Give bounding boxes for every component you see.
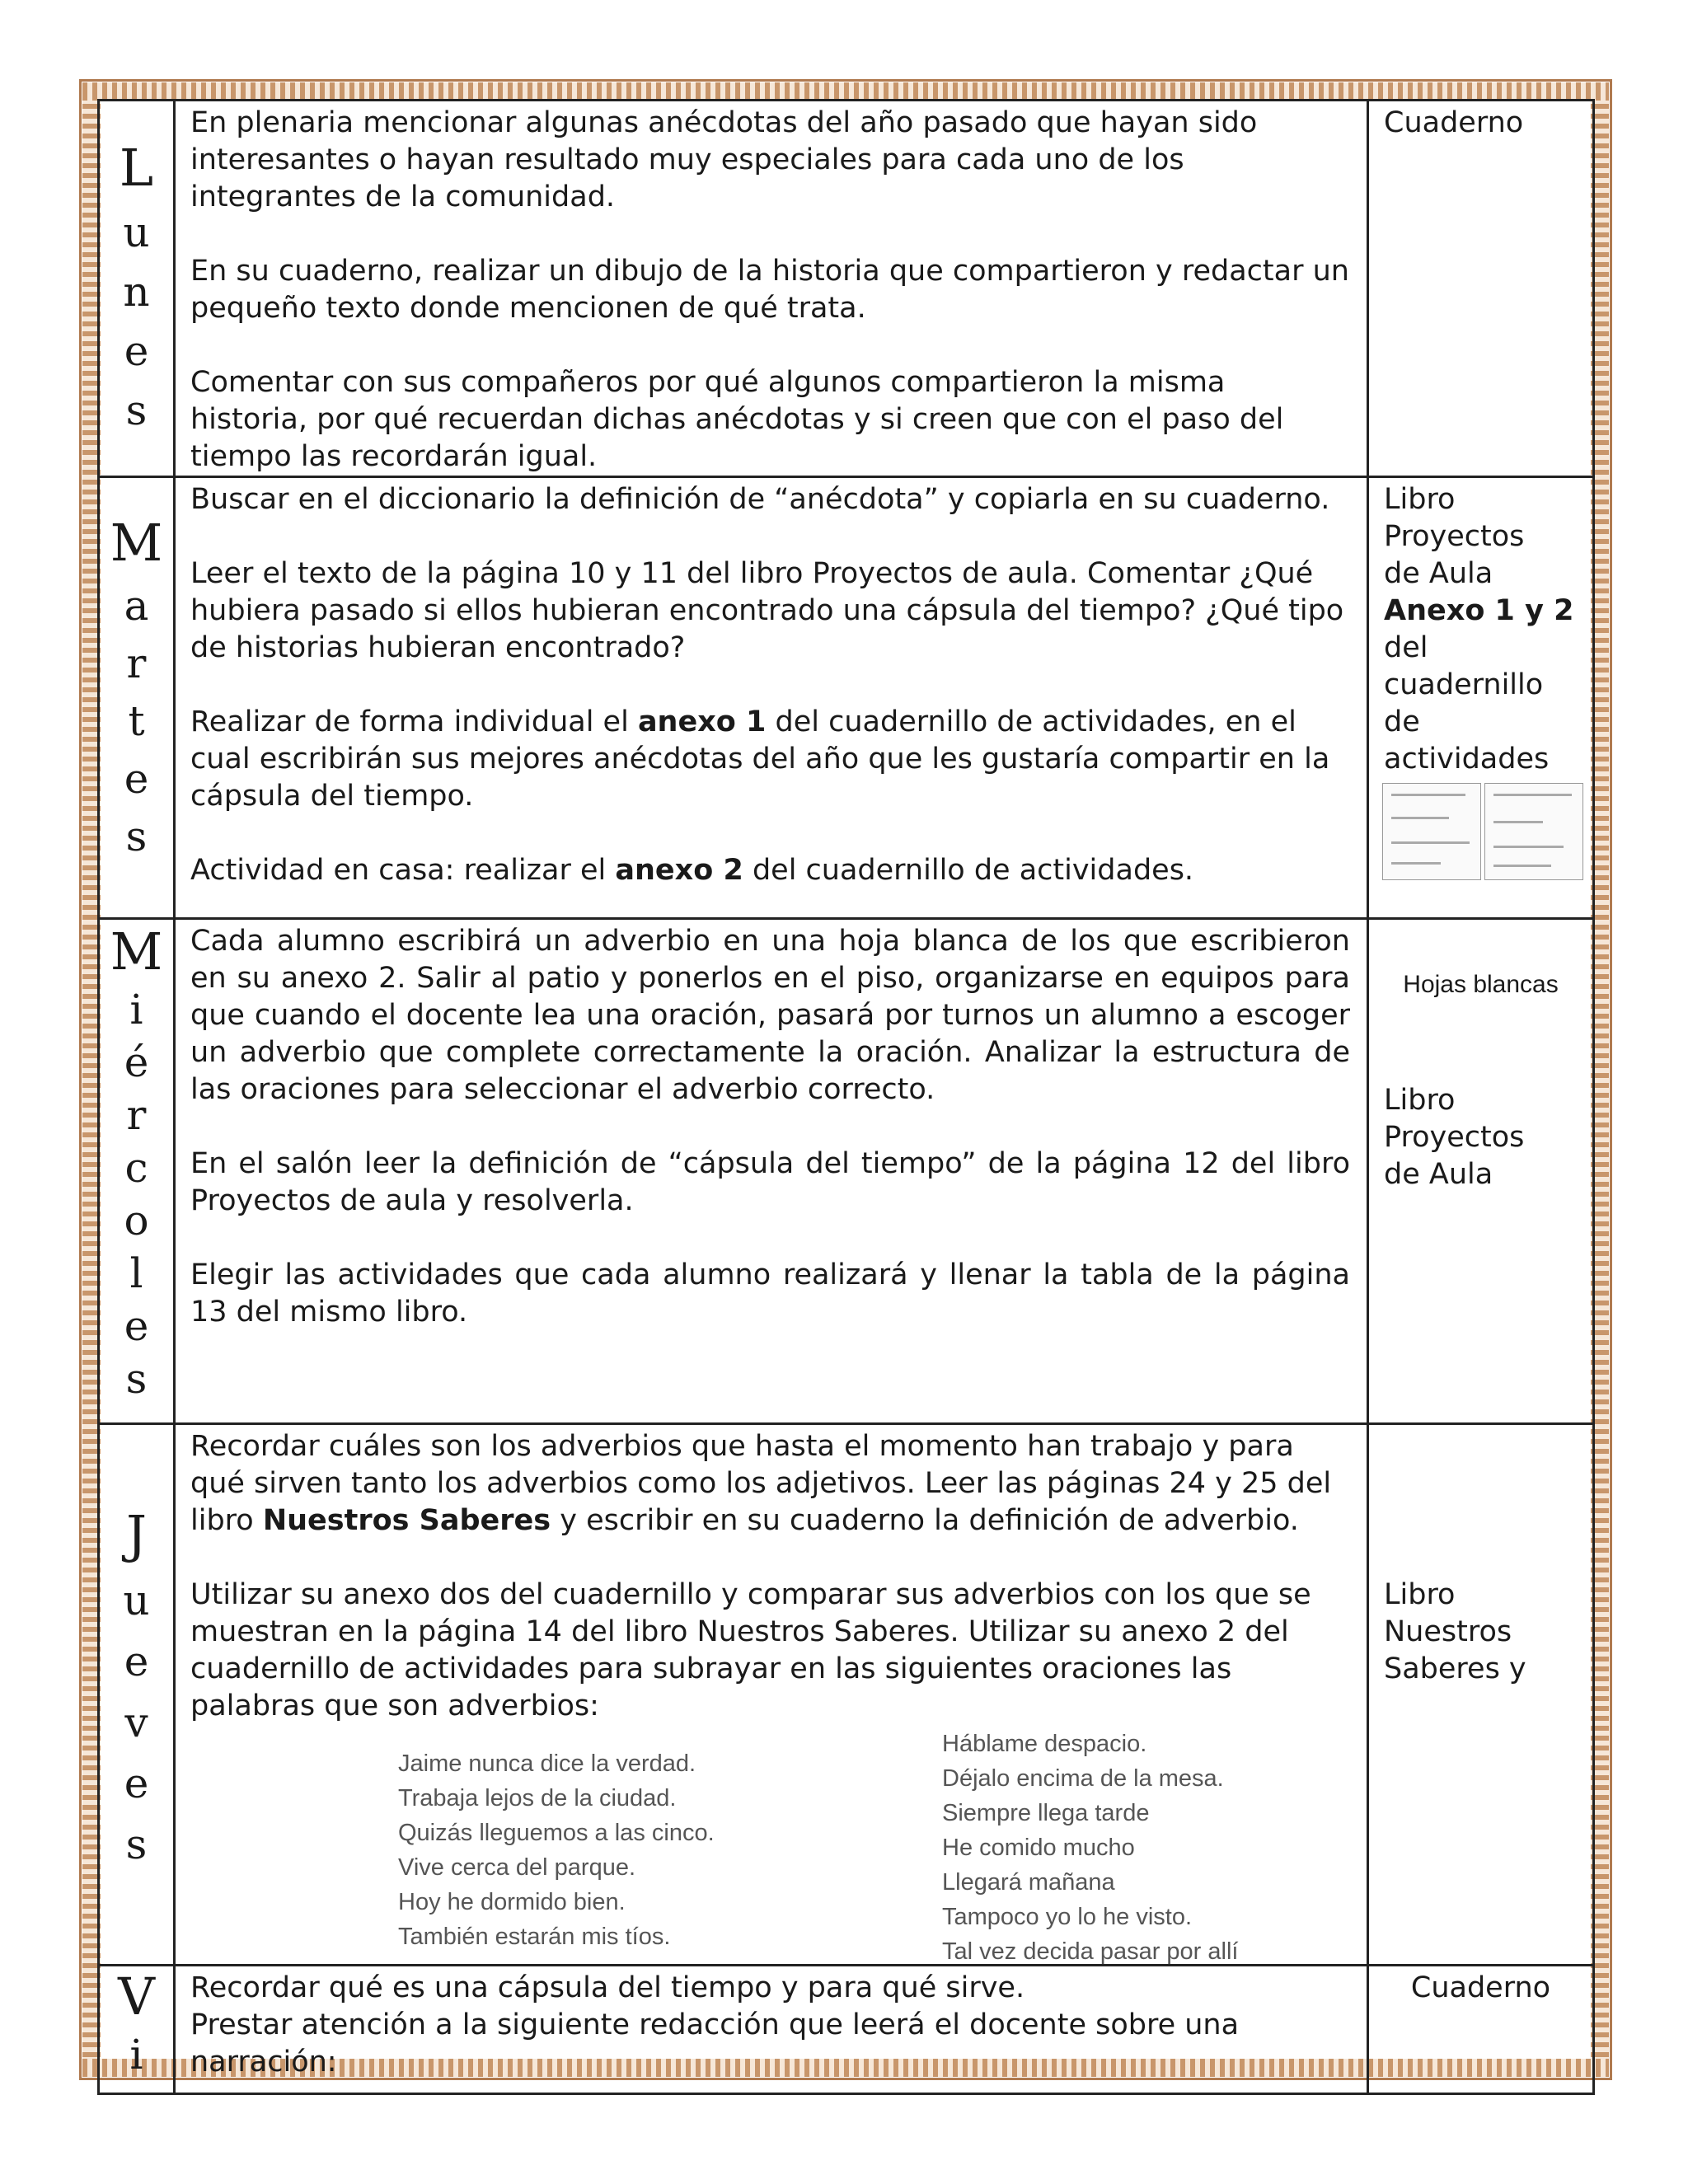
material-text: de Aula [1384, 1158, 1493, 1191]
list-item: He comido mucho [942, 1835, 1135, 1861]
day-letter: l [129, 1249, 143, 1297]
materials-cell-miercoles [1368, 919, 1594, 1424]
list-item: Háblame despacio. [942, 1731, 1147, 1757]
material-text: Libro [1384, 1578, 1456, 1611]
day-letter: s [125, 387, 148, 434]
activities-cell-martes [175, 477, 1368, 919]
material-text: Libro [1384, 483, 1456, 516]
activity-text: Elegir las actividades que cada alumno realizará y llenar la tabla de la página 13 del mismo libro. [190, 1258, 1350, 1329]
day-cell-miercoles [99, 919, 175, 1424]
day-letter: v [124, 1699, 148, 1746]
day-letter: e [124, 1760, 149, 1807]
activity-text: En plenaria mencionar algunas anécdotas del año pasado que hayan sido interesantes o hayan resultado muy especiales para cada uno de los integrantes de la comunidad. [190, 106, 1258, 213]
activity-text: Actividad en casa: realizar el anexo 2 del cuadernillo de actividades. [190, 854, 1194, 887]
activity-text: Buscar en el diccionario la definición de “anécdota” y copiarla en su cuaderno. [190, 483, 1330, 516]
day-cell-viernes [99, 1966, 175, 2094]
worksheet-thumbnail [1369, 783, 1592, 880]
sentences-right-column [942, 1727, 1238, 1969]
day-cell-lunes [99, 101, 175, 477]
table-row [99, 101, 1594, 477]
list-item: También estarán mis tíos. [398, 1924, 671, 1950]
activity-text: En el salón leer la definición de “cápsula del tiempo” de la página 12 del libro Proyectos de aula y resolverla. [190, 1147, 1350, 1217]
table-row [99, 1424, 1594, 1966]
activity-text: Realizar de forma individual el anexo 1 del cuadernillo de actividades, en el cual escribirán sus mejores anécdotas del año que les gustaría compartir en la cápsula del tiempo. [190, 705, 1330, 813]
material-text: del [1384, 631, 1428, 664]
list-item: Llegará mañana [942, 1869, 1115, 1896]
day-letter: V [118, 1966, 155, 2027]
activity-text: Utilizar su anexo dos del cuadernillo y comparar sus adverbios con los que se muestran en la página 14 del libro Nuestros Saberes. Utilizar su anexo 2 del cuadernillo de actividades para subrayar en las siguientes oraciones las palabras que son adverbios: [190, 1578, 1311, 1722]
materials-cell-viernes [1368, 1966, 1594, 2094]
sentences-left-column [398, 1746, 715, 1954]
table-row [99, 919, 1594, 1424]
list-item: Siempre llega tarde [942, 1800, 1150, 1826]
day-letter: a [124, 582, 149, 630]
table-row [99, 477, 1594, 919]
day-letter: e [124, 327, 149, 375]
adverb-sentences [176, 1725, 1367, 1964]
materials-cell-martes [1368, 477, 1594, 919]
material-text: Cuaderno [1410, 1971, 1551, 2004]
list-item: Déjalo encima de la mesa. [942, 1765, 1224, 1792]
list-item: Tampoco yo lo he visto. [942, 1904, 1193, 1930]
materials-cell-lunes [1368, 101, 1594, 477]
material-text: de Aula [1384, 557, 1493, 590]
day-letter: t [128, 697, 145, 745]
list-item: Tal vez decida pasar por allí [942, 1938, 1239, 1965]
material-text: Cuaderno [1384, 106, 1524, 139]
day-letter: r [126, 640, 147, 687]
list-item: Vive cerca del parque. [398, 1854, 636, 1881]
day-letter: s [125, 1821, 148, 1868]
table-row [99, 1966, 1594, 2094]
activities-cell-miercoles [175, 919, 1368, 1424]
activity-text: Leer el texto de la página 10 y 11 del libro Proyectos de aula. Comentar ¿Qué hubiera pasado si ellos hubieran encontrado una cápsula del tiempo? ¿Qué tipo de historias hubieran encontrado? [190, 557, 1344, 664]
activity-text: Prestar atención a la siguiente redacción que leerá el docente sobre una narración: [190, 2008, 1240, 2079]
day-letter: n [123, 268, 150, 316]
day-letter: u [123, 209, 150, 256]
activity-text: Recordar cuáles son los adverbios que hasta el momento han trabajo y para qué sirven tanto los adverbios como los adjetivos. Leer las páginas 24 y 25 del libro Nuestros Saberes y escribir en su cuaderno la definición de adverbio. [190, 1430, 1332, 1537]
material-text: cuadernillo [1384, 668, 1544, 701]
day-letter: M [110, 921, 163, 982]
day-letter: o [124, 1197, 149, 1244]
materials-cell-jueves [1368, 1424, 1594, 1966]
material-text: Nuestros [1384, 1615, 1512, 1648]
day-cell-jueves [99, 1424, 175, 1966]
list-item: Hoy he dormido bien. [398, 1889, 626, 1915]
activities-cell-viernes [175, 1966, 1368, 2094]
material-text: Anexo 1 y 2 [1384, 594, 1574, 627]
day-letter: e [124, 1302, 149, 1350]
material-text: Hojas blancas [1403, 971, 1559, 998]
activities-cell-lunes [175, 101, 1368, 477]
day-letter: u [123, 1577, 150, 1624]
day-letter: e [124, 755, 149, 803]
material-text: Saberes y [1384, 1652, 1526, 1685]
material-text: de [1384, 705, 1420, 738]
list-item: Jaime nunca dice la verdad. [398, 1750, 696, 1777]
day-letter: L [119, 138, 154, 198]
day-letter: J [126, 1504, 147, 1564]
material-text: Proyectos [1384, 1121, 1525, 1154]
day-letter: i [129, 986, 143, 1033]
day-letter: s [125, 813, 148, 860]
material-text: Proyectos [1384, 520, 1525, 553]
day-letter: i [129, 2031, 143, 2079]
day-letter: s [125, 1355, 148, 1403]
weekly-plan-table [97, 99, 1595, 2095]
activity-text: En su cuaderno, realizar un dibujo de la historia que compartieron y redactar un pequeño texto donde mencionen de qué trata. [190, 255, 1349, 325]
list-item: Quizás lleguemos a las cinco. [398, 1820, 715, 1846]
material-text: actividades [1384, 743, 1550, 776]
day-letter: é [124, 1038, 149, 1086]
list-item: Trabaja lejos de la ciudad. [398, 1785, 677, 1811]
activity-text: Cada alumno escribirá un adverbio en una hoja blanca de los que escribieron en su anexo 2. Salir al patio y ponerlos en el piso, organizarse en equipos para que cuando el docente lea una oración, pasará por turnos un alumno a escoger un adverbio que complete correctamente la oración. Analizar la estructura de las oraciones para seleccionar el adverbio correcto. [190, 925, 1350, 1106]
activity-text: Recordar qué es una cápsula del tiempo y para qué sirve. [190, 1971, 1025, 2004]
activities-cell-jueves [175, 1424, 1368, 1966]
day-cell-martes [99, 477, 175, 919]
day-letter: c [124, 1144, 148, 1192]
day-letter: e [124, 1638, 149, 1685]
material-text: Libro [1384, 1084, 1456, 1117]
day-letter: r [126, 1091, 147, 1139]
activity-text: Comentar con sus compañeros por qué algunos compartieron la misma historia, por qué recuerdan dichas anécdotas y si creen que con el paso del tiempo las recordarán igual. [190, 366, 1284, 473]
day-letter: M [110, 513, 163, 573]
